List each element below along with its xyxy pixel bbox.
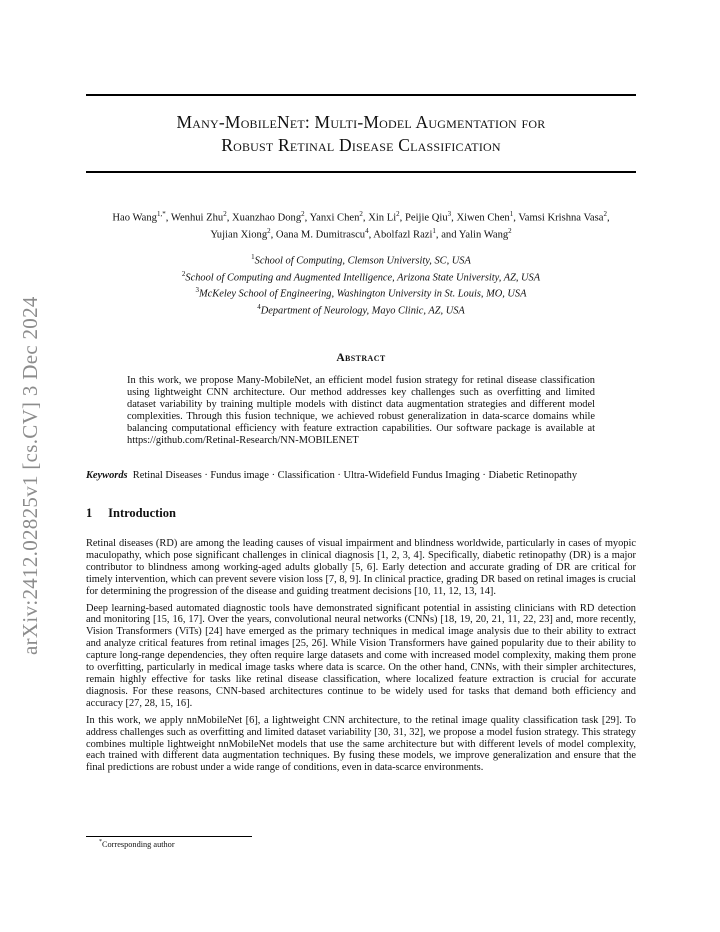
author-affiliation-mark: 3 — [447, 210, 452, 218]
author-name: Yanxi Chen — [309, 212, 360, 224]
affiliation-text: School of Computing, Clemson University, SC, USA — [254, 255, 471, 267]
footnote-mark: * — [99, 839, 102, 845]
introduction-body — [86, 538, 636, 779]
title-line-1: Many-MobileNet: Multi-Model Augmentation for — [176, 112, 546, 132]
author-name: Wenhui Zhu — [170, 212, 224, 224]
paragraph: Retinal diseases (RD) are among the leading causes of visual impairment and blindness worldwide, particularly in cases of myopic maculopathy, which pose significant challenges in clinical diagnosis [1, 2, 3, 4]. Specifically, diabetic retinopathy (DR) is a major contributor to blindness among working-aged adults globally [5, 6]. Early detection and accurate grading of DR are critical for timely intervention, which can prevent severe vision loss [7, 8, 9]. In clinical practice, grading DR based on retinal images is crucial for determining the progression of the disease and guiding treatment decisions [10, 11, 12, 13, 14]. — [86, 538, 636, 597]
author-affiliation-mark: 4 — [365, 226, 369, 235]
affiliation — [86, 251, 636, 268]
affiliation-text: School of Computing and Augmented Intelligence, Arizona State University, AZ, USA — [185, 272, 541, 284]
affiliation-mark: 1 — [251, 253, 255, 261]
author-name: Peijie Qiu — [404, 212, 448, 224]
author-affiliation-mark: 1,* — [156, 210, 166, 218]
affiliation — [86, 268, 636, 285]
author-name: Xuanzhao Dong — [232, 212, 302, 224]
author-name: Xiwen Chen — [456, 212, 510, 224]
affiliation-mark: 3 — [195, 286, 200, 295]
author-affiliation-mark: 2 — [603, 210, 607, 218]
author-name: Abolfazl Razi — [373, 229, 433, 241]
footnote — [99, 839, 175, 849]
author-name: Xin Li — [368, 212, 397, 224]
author-name: Yalin Wang — [458, 229, 509, 241]
section-number: 1 — [86, 506, 93, 520]
title-line-2: Robust Retinal Disease Classification — [221, 135, 501, 155]
abstract-text: In this work, we propose Many-MobileNet, an efficient model fusion strategy for retinal disease classification using lightweight CNN architecture. Our method addresses key challenges such as overfitting and limited dataset variability by training multiple models with distinct data augmentation strategies and different model complexities. Through this fusion technique, we achieved robust generalization in data-scarce domains while balancing computational efficiency with feature extraction capabilities. Our software package is available at https://github.com/Retinal-Research/NN-MOBILENET — [127, 375, 595, 446]
affiliation — [86, 284, 636, 301]
author-affiliation-mark: 2 — [396, 210, 400, 218]
section-heading — [86, 506, 176, 521]
paragraph: In this work, we apply nnMobileNet [6], a lightweight CNN architecture, to the retinal image quality classification task [29]. To address challenges such as overfitting and limited dataset variability [30, 31, 32], we propose a model fusion strategy. This strategy combines multiple lightweight nnMobileNet models that use the same architecture but with different levels of model complexity, each trained with different data augmentation techniques. By fusing these models, we improve generalization and ensure that the final predictions are robust under a wide range of conditions, even in data-scarce environments. — [86, 714, 636, 774]
keywords-text: Retinal Diseases · Fundus image · Classification · Ultra-Widefield Fundus Imaging · Diabetic Retinopathy — [132, 470, 578, 481]
arxiv-identifier-stamp: arXiv:2412.02825v1 [cs.CV] 3 Dec 2024 — [18, 296, 42, 655]
abstract-heading: Abstract — [336, 352, 386, 364]
keywords-label: Keywords — [86, 470, 128, 481]
affiliation-mark: 4 — [257, 303, 261, 312]
author-affiliation-mark: 2 — [223, 210, 227, 218]
footnote-rule — [86, 836, 252, 837]
author-affiliation-mark: 2 — [359, 210, 363, 218]
affiliation — [86, 301, 636, 318]
author-affiliation-mark: 1 — [432, 226, 436, 235]
author-affiliation-mark: 2 — [267, 226, 271, 235]
author-list: Hao Wang$^{1,*}$, Wenhui Zhu$^2$, Xuanzhao Dong$^2$, Yanxi Chen$^2$, Xin Li$^2$, Peijie Qiu$^3$, Xiwen Chen$^1$, Vamsi Krishna Vasa$^2$, Yujian Xiong$^2$, Oana M. Dumitrascu$^4$, Abolfazl Razi$^1$, and Yalin Wang$^2$ — [112, 210, 610, 241]
author-affiliation-mark: 2 — [508, 226, 512, 235]
author-name: Yujian Xiong — [210, 229, 268, 241]
author-affiliation-mark: 2 — [301, 210, 305, 218]
keywords-line — [86, 470, 646, 481]
affiliation-text: Department of Neurology, Mayo Clinic, AZ, USA — [260, 305, 465, 317]
title-rule-bottom — [86, 171, 636, 173]
affiliation-text: McKeley School of Engineering, Washington University in St. Louis, MO, USA — [199, 288, 527, 300]
title-rule-top — [86, 94, 636, 96]
author-name: Hao Wang — [112, 212, 157, 224]
footnote-text: Corresponding author — [102, 839, 175, 849]
section-title: Introduction — [108, 506, 176, 520]
author-name: Vamsi Krishna Vasa — [518, 212, 604, 224]
author-affiliation-mark: 1 — [509, 210, 514, 218]
paragraph: Deep learning-based automated diagnostic tools have demonstrated significant potential in assisting clinicians with RD detection and monitoring [15, 16, 17]. Over the years, convolutional neural networks (CNNs) [18, 19, 20, 21, 11, 22, 23] and, more recently, Vision Transformers (ViTs) [24] have emerged as the primary techniques in medical image analysis due to their ability to extract and analyze critical features from retinal images [25, 26]. While Vision Transformers have gained popularity due to their ability to capture long-range dependencies, they often require large datasets and come with increased model complexity, making them prone to overfitting, particularly in medical image tasks where data is scarce. On the other hand, CNNs, with their simpler architectures, remain highly effective for tasks like retinal disease classification, where localized feature extraction is crucial for accurate diagnosis. For these reasons, CNN-based architectures continue to be widely used for tasks that demand both efficiency and accuracy [27, 28, 15, 16]. — [86, 602, 636, 709]
affiliation-mark: 2 — [181, 269, 186, 278]
affiliation-list — [86, 251, 636, 318]
author-name: Oana M. Dumitrascu — [275, 229, 366, 241]
paper-title — [86, 111, 636, 157]
